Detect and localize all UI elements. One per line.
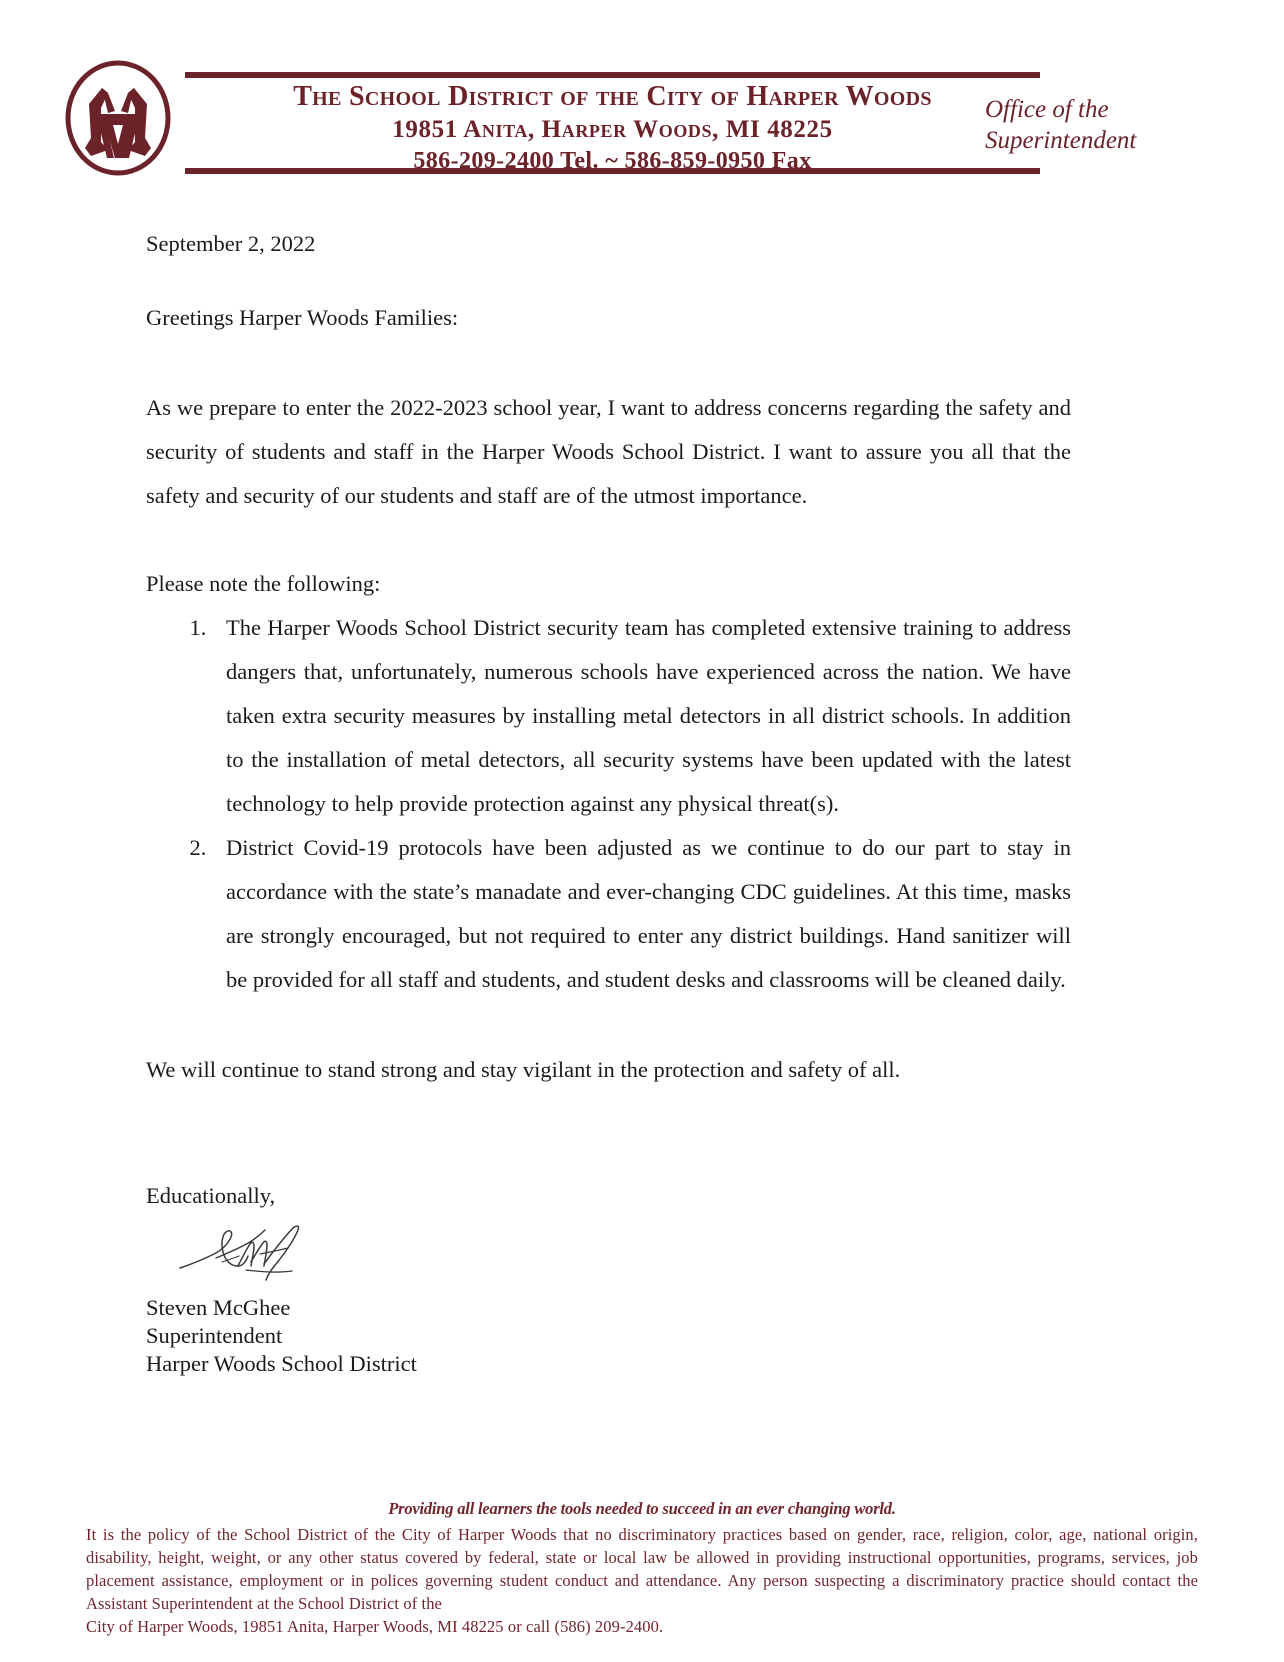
signer-organization: Harper Woods School District <box>146 1351 417 1376</box>
header-rule-top <box>185 72 1040 78</box>
letter-greeting: Greetings Harper Woods Families: <box>146 305 459 330</box>
district-address: 19851 Anita, Harper Woods, MI 48225 <box>392 116 833 143</box>
notes-list <box>146 606 1071 1002</box>
signer-block <box>146 1294 1071 1378</box>
district-name: The School District of the City of Harper Woods <box>293 81 932 112</box>
signature-image <box>176 1222 346 1284</box>
footer-tagline: Providing all learners the tools needed to succeed in an ever changing world. <box>388 1499 896 1518</box>
letter-date: September 2, 2022 <box>146 231 316 256</box>
nondiscrimination-disclaimer: It is the policy of the School District of the City of Harper Woods that no discriminatory practices based on gender, race, religion, color, age, national origin, disability, height, weight, or any other status covered by federal, state or local law be allowed in providing instructional opportunities, programs, services, job placement assistance, employment or in polices governing student conduct and attendance. Any person suspecting a discriminatory practice should contact the Assistant Superintendent at the School District of the <box>86 1525 1198 1613</box>
letter-body <box>146 222 1071 1378</box>
list-item: 2. District Covid-19 protocols have been adjusted as we continue to do our part to stay in accordance with the state’s manadate and ever-changing CDC guidelines. At this time, masks are strongly encouraged, but not required to enter any district buildings. Hand sanitizer will be provided for all staff and students, and student desks and classrooms will be cleaned daily. <box>212 826 1071 1002</box>
letterhead <box>0 52 1284 182</box>
nondiscrimination-disclaimer-last-line: City of Harper Woods, 19851 Anita, Harper Woods, MI 48225 or call (586) 209-2400. <box>86 1617 664 1636</box>
closing-paragraph: We will continue to stand strong and stay vigilant in the protection and safety of all. <box>146 1057 901 1082</box>
district-logo <box>58 58 178 178</box>
signer-title: Superintendent <box>146 1323 283 1348</box>
office-of-superintendent <box>985 94 1275 156</box>
list-intro: Please note the following: <box>146 571 381 596</box>
district-phone-fax: 586-209-2400 Tel. ~ 586-859-0950 Fax <box>413 148 812 174</box>
page-footer <box>86 1498 1198 1638</box>
header-title-block <box>185 80 1040 177</box>
hw-monogram-icon <box>58 58 178 178</box>
opening-paragraph: As we prepare to enter the 2022-2023 school year, I want to address concerns regarding the safety and security of students and staff in the Harper Woods School District. I want to assure you all that the safety and security of our students and staff are of the utmost importance. <box>146 395 1071 508</box>
office-line-2: Superintendent <box>985 127 1137 154</box>
valediction: Educationally, <box>146 1183 276 1208</box>
signer-name: Steven McGhee <box>146 1295 291 1320</box>
office-line-1: Office of the <box>985 96 1109 123</box>
list-item: 1. The Harper Woods School District security team has completed extensive training to address dangers that, unfortunately, numerous schools have experienced across the nation. We have taken extra security measures by installing metal detectors in all district schools. In addition to the installation of metal detectors, all security systems have been updated with the latest technology to help provide protection against any physical threat(s). <box>212 606 1071 826</box>
handwritten-signature-icon <box>176 1222 346 1284</box>
